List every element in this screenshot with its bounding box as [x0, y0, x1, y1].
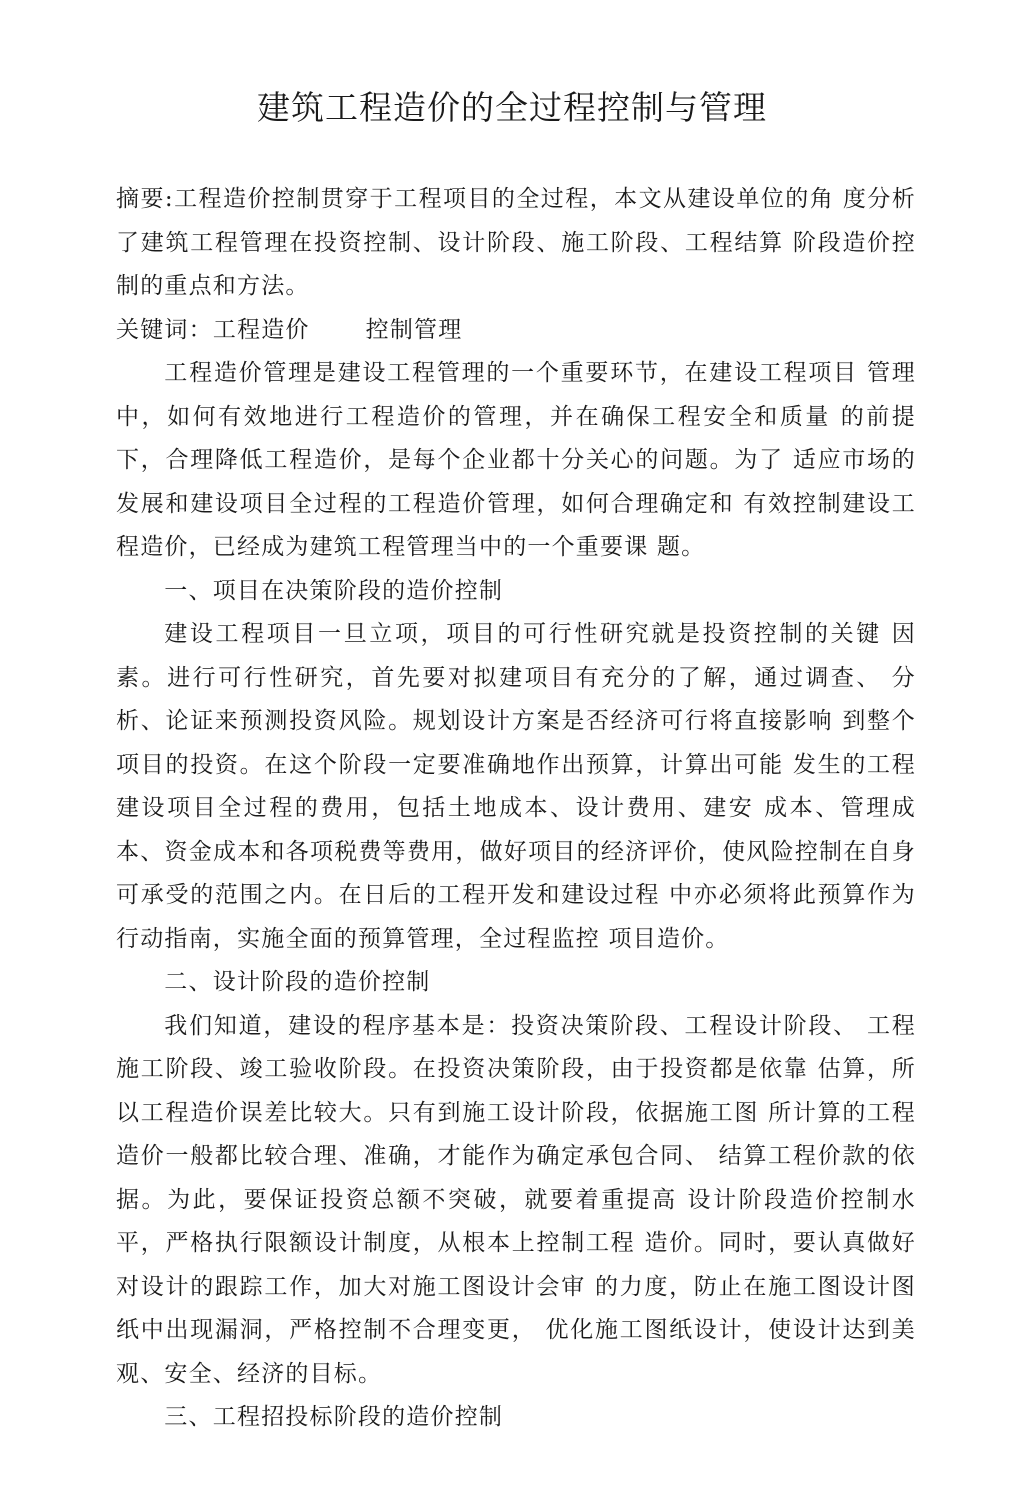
keyword-item: 控制管理: [365, 316, 463, 343]
keywords-line: [116, 309, 916, 353]
section-paragraph: 建设工程项目一旦立项，项目的可行性研究就是投资控制的关键 因素。进行可行性研究，首先要对拟建项目有充分的了解，通过调查、 分析、论证来预测投资风险。规划设计方案是否经济可行将直接影响 到整个项目的投资。在这个阶段一定要准确地作出预算，计算出可能 发生的工程建设项目全过程的费用，包括土地成本、设计费用、建安 成本、管理成本、资金成本和各项税费等费用，做好项目的经济评价，使风险控制在自身可承受的范围之内。在日后的工程开发和建设过程 中亦必须将此预算作为行动指南，实施全面的预算管理，全过程监控 项目造价。: [116, 621, 916, 952]
document-body: [116, 178, 916, 1440]
section-paragraph: 我们知道，建设的程序基本是：投资决策阶段、工程设计阶段、 工程施工阶段、竣工验收阶段。在投资决策阶段，由于投资都是依靠 估算，所以工程造价误差比较大。只有到施工设计阶段，依据施工图 所计算的工程造价一般都比较合理、准确，才能作为确定承包合同、 结算工程价款的依据。为此，要保证投资总额不突破，就要着重提高 设计阶段造价控制水平，严格执行限额设计制度，从根本上控制工程 造价。同时，要认真做好对设计的跟踪工作，加大对施工图设计会审 的力度，防止在施工图设计图纸中出现漏洞，严格控制不合理变更， 优化施工图纸设计，使设计达到美观、安全、经济的目标。: [116, 1012, 916, 1387]
section-heading: 三、工程招投标阶段的造价控制: [164, 1404, 504, 1430]
section-heading: 二、设计阶段的造价控制: [164, 969, 431, 995]
abstract-text: 工程造价控制贯穿于工程项目的全过程，本文从建设单位的角 度分析了建筑工程管理在投资控制、设计阶段、施工阶段、工程结算 阶段造价控制的重点和方法。: [116, 186, 917, 299]
section-heading: 一、项目在决策阶段的造价控制: [164, 577, 504, 604]
keyword-item: 工程造价: [212, 316, 310, 343]
abstract-paragraph: 摘要:工程造价控制贯穿于工程项目的全过程，本文从建设单位的角 度分析了建筑工程管理在投资控制、设计阶段、施工阶段、工程结算 阶段造价控制的重点和方法。: [116, 186, 917, 299]
keywords-label: 关键词：: [116, 316, 213, 343]
document-title: 建筑工程造价的全过程控制与管理: [257, 88, 767, 127]
intro-paragraph: 工程造价管理是建设工程管理的一个重要环节，在建设工程项目 管理中，如何有效地进行工程造价的管理，并在确保工程安全和质量 的前提下，合理降低工程造价，是每个企业都十分关心的问题。为了 适应市场的发展和建设项目全过程的工程造价管理，如何合理确定和 有效控制建设工程造价，已经成为建筑工程管理当中的一个重要课 题。: [116, 360, 916, 560]
abstract-label: 摘要: [116, 186, 165, 212]
